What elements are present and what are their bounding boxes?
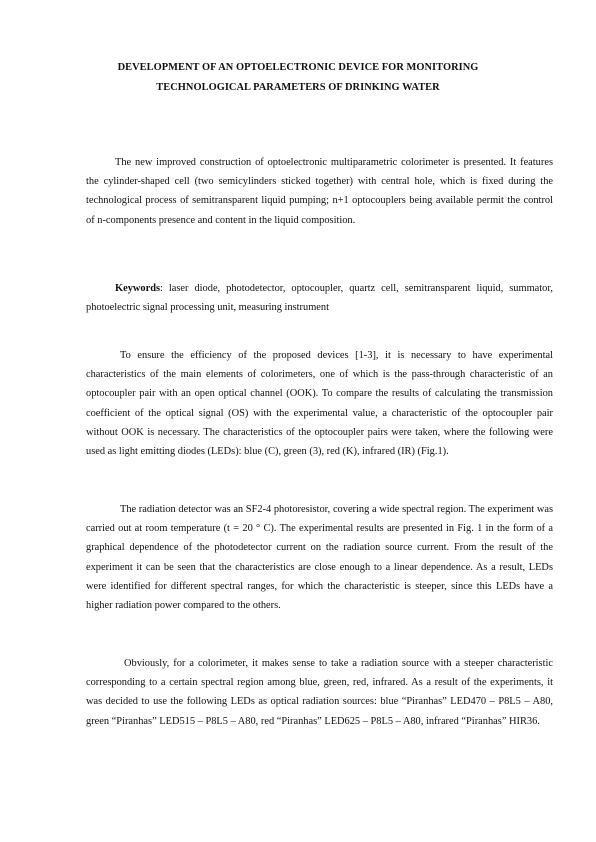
body-paragraph-1: To ensure the efficiency of the proposed devices [1-3], it is necessary to have experimental characteristics of the main elements of colorimeters, one of which is the pass-through characteristic of an optocoupler pair with an open optical channel (OOK). To compare the results of calculating the transmission coefficient of the optical signal (OS) with the experimental value, a characteristic of the optocoupler pair without OOK is necessary. The characteristics of the optocoupler pairs were taken, where the following were used as light emitting diodes (LEDs): blue (C), green (3), red (K), infrared (IR) (Fig.1). [86,350,553,458]
keywords-text: : laser diode, photodetector, optocoupler, quartz cell, semitransparent liquid, summator, photoelectric signal processing unit, measuring instrument [86,283,553,314]
title-line-2: TECHNOLOGICAL PARAMETERS OF DRINKING WATER [156,82,440,93]
paper-title [60,58,536,98]
body-paragraph-3: Obviously, for a colorimeter, it makes sense to take a radiation source with a steeper characteristic corresponding to a certain spectral region among blue, green, red, infrared. As a result of the experiments, it was decided to use the following LEDs as optical radiation sources: blue “Piranhas” LED470 – P8L5 – A80, green “Piranhas” LED515 – P8L5 – A80, red “Piranhas” LED625 – P8L5 – A80, infrared “Piranhas” HIR36. [86,658,553,727]
body-paragraph-2: The radiation detector was an SF2-4 photoresistor, covering a wide spectral region. The experiment was carried out at room temperature (t = 20 ° C). The experimental results are presented in Fig. 1 in the form of a graphical dependence of the photodetector current on the radiation source current. From the result of the experiment it can be seen that the characteristics are close enough to a linear dependence. As a result, LEDs were identified for different spectral ranges, for which the characteristic is steeper, since this LEDs have a higher radiation power compared to the others. [86,504,553,612]
title-line-1: DEVELOPMENT OF AN OPTOELECTRONIC DEVICE FOR MONITORING [117,62,479,73]
keywords-paragraph [86,279,553,317]
abstract-paragraph: The new improved construction of optoelectronic multiparametric colorimeter is presented. It features the cylinder-shaped cell (two semicylinders sticked together) with central hole, which is fixed during the technological process of semitransparent liquid pumping; n+1 optocouplers being available permit the control of n-components presence and content in the liquid composition. [86,157,553,226]
keywords-label: Keywords [115,283,161,294]
